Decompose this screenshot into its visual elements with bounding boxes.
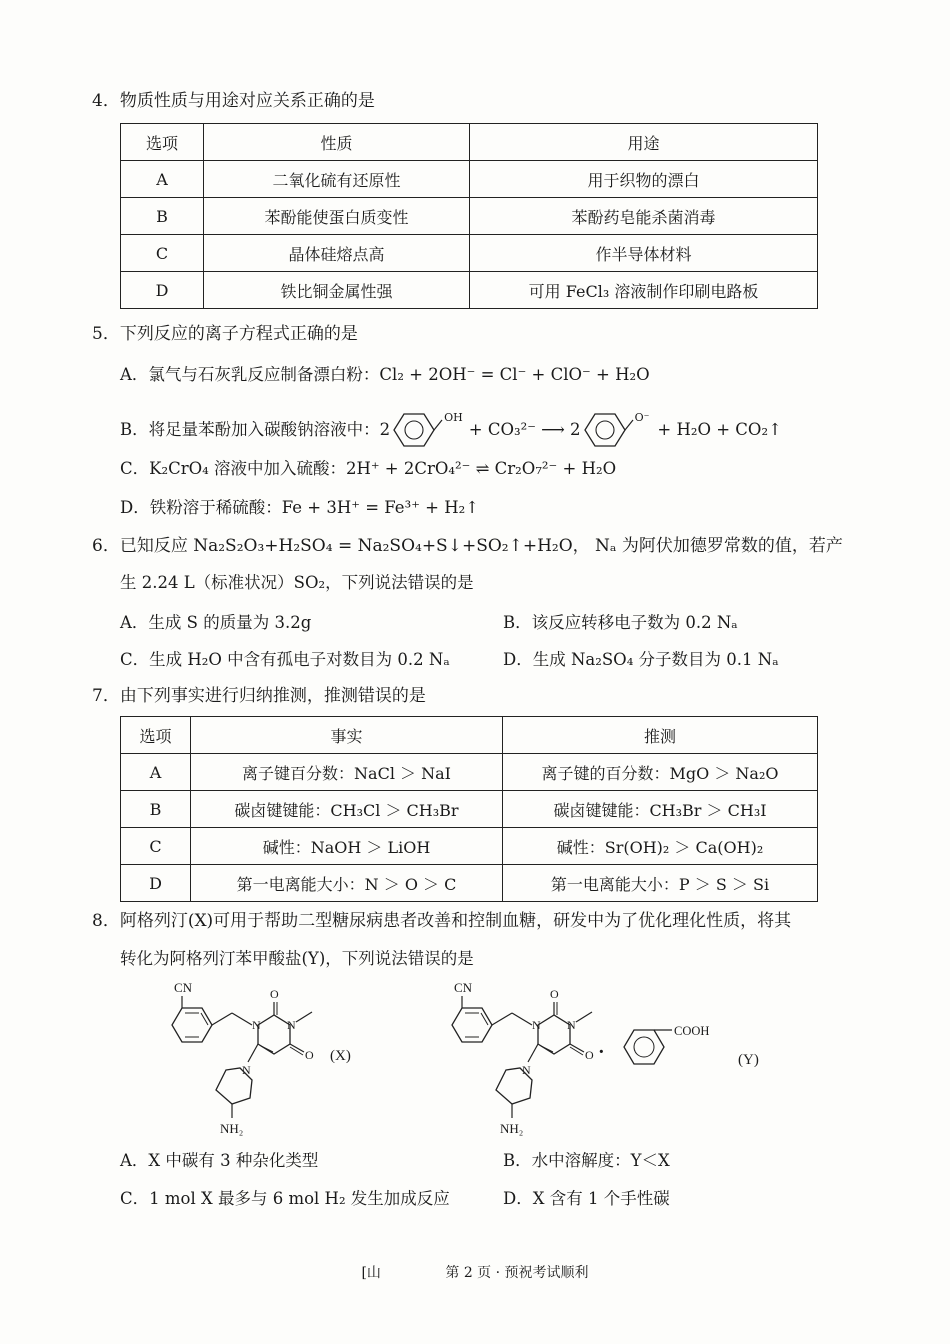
- table-cell: 碳卤键键能：CH₃Br ＞ CH₃I: [503, 791, 818, 828]
- table-cell: 碱性：NaOH ＞ LiOH: [191, 828, 503, 865]
- salt-dot: ·: [598, 1041, 605, 1063]
- table-cell: A: [121, 754, 191, 791]
- table-cell: D: [121, 865, 191, 902]
- cooh-label: COOH: [674, 1024, 710, 1038]
- table-cell: 作半导体材料: [470, 235, 818, 272]
- table-cell: 第一电离能大小：N ＞ O ＞ C: [191, 865, 503, 902]
- table-cell: 碱性：Sr(OH)₂ ＞ Ca(OH)₂: [503, 828, 818, 865]
- phenoxide-ring-icon: [581, 410, 635, 450]
- q6-option-c: C．生成 H₂O 中含有孤电子对数目为 0.2 Nₐ: [120, 650, 450, 669]
- nh2-label: NH₂: [220, 1121, 244, 1136]
- table-header-cell: 选项: [121, 124, 204, 161]
- table-header-cell: 选项: [121, 717, 191, 754]
- q6-option-b: B．该反应转移电子数为 0.2 Nₐ: [503, 613, 738, 632]
- table-header-cell: 事实: [191, 717, 503, 754]
- table-cell: B: [121, 791, 191, 828]
- q8-option-d: D．X 含有 1 个手性碳: [503, 1189, 670, 1208]
- table-header-cell: 推测: [503, 717, 818, 754]
- table-cell: 用于织物的漂白: [470, 161, 818, 198]
- q6-stem-line1: 6．已知反应 Na₂S₂O₃+H₂SO₄ = Na₂SO₄+S↓+SO₂↑+H₂O， Nₐ 为阿伏加德罗常数的值，若产: [92, 536, 843, 556]
- o-label: O: [585, 1048, 594, 1062]
- q8-option-c: C．1 mol X 最多与 6 mol H₂ 发生加成反应: [120, 1189, 450, 1208]
- q5-option-a: A．氯气与石灰乳反应制备漂白粉：Cl₂ + 2OH⁻ = Cl⁻ + ClO⁻ + H₂O: [120, 365, 650, 384]
- table-row: [121, 865, 818, 902]
- q8-option-b: B．水中溶解度：Y＜X: [503, 1151, 670, 1170]
- n-label: N: [567, 1018, 576, 1032]
- n-label: N: [522, 1063, 531, 1077]
- q6-stem-line2: 生 2.24 L（标准状况）SO₂，下列说法错误的是: [120, 573, 474, 592]
- table-cell: C: [121, 235, 204, 272]
- table-cell: 碳卤键键能：CH₃Cl ＞ CH₃Br: [191, 791, 503, 828]
- table-header-row: [121, 124, 818, 161]
- table-header-cell: 性质: [204, 124, 470, 161]
- table-cell: 苯酚能使蛋白质变性: [204, 198, 470, 235]
- table-row: [121, 235, 818, 272]
- table-cell: B: [121, 198, 204, 235]
- q5-option-c: C．K₂CrO₄ 溶液中加入硫酸：2H⁺ + 2CrO₄²⁻ ⇌ Cr₂O₇²⁻ + H₂O: [120, 459, 617, 478]
- table-row: [121, 272, 818, 309]
- table-cell: 第一电离能大小：P ＞ S ＞ Si: [503, 865, 818, 902]
- table-cell: 苯酚药皂能杀菌消毒: [470, 198, 818, 235]
- q6-option-a: A．生成 S 的质量为 3.2g: [120, 613, 312, 632]
- alogliptin-structure-x: [160, 978, 380, 1138]
- q5-stem: 5．下列反应的离子方程式正确的是: [92, 324, 358, 344]
- table-row: [121, 161, 818, 198]
- q4-table: [120, 123, 818, 309]
- page-footer: [0, 1262, 950, 1282]
- table-cell: 铁比铜金属性强: [204, 272, 470, 309]
- q5-option-b: [120, 410, 782, 450]
- table-cell: A: [121, 161, 204, 198]
- nh2-label: NH₂: [500, 1121, 524, 1136]
- table-cell: 晶体硅熔点高: [204, 235, 470, 272]
- q4-stem: 4．物质性质与用途对应关系正确的是: [92, 91, 375, 111]
- n-label: N: [532, 1018, 541, 1032]
- o-label: O: [270, 987, 279, 1001]
- table-cell: 离子键的百分数：MgO ＞ Na₂O: [503, 754, 818, 791]
- table-cell: C: [121, 828, 191, 865]
- alogliptin-benzoate-structure-y: [440, 978, 780, 1138]
- n-label: N: [252, 1018, 261, 1032]
- q8-stem-line2: 转化为阿格列汀苯甲酸盐(Y)，下列说法错误的是: [120, 949, 474, 968]
- q7-stem: 7．由下列事实进行归纳推测，推测错误的是: [92, 686, 426, 706]
- footer-left: [山: [361, 1265, 381, 1281]
- label-y: (Y): [738, 1052, 759, 1068]
- table-row: [121, 754, 818, 791]
- phenol-ring-icon: [390, 410, 444, 450]
- q5-option-b-end: + H₂O + CO₂↑: [657, 420, 782, 439]
- o-label: O: [305, 1048, 314, 1062]
- n-label: N: [242, 1063, 251, 1077]
- table-row: [121, 828, 818, 865]
- cn-label: CN: [174, 980, 193, 995]
- o-label: O: [550, 987, 559, 1001]
- q8-stem-line1: 8．阿格列汀(X)可用于帮助二型糖尿病患者改善和控制血糖，研发中为了优化理化性质，将其: [92, 911, 792, 931]
- q8-option-a: A．X 中碳有 3 种杂化类型: [120, 1151, 319, 1170]
- table-row: [121, 791, 818, 828]
- table-cell: 离子键百分数：NaCl ＞ NaI: [191, 754, 503, 791]
- q7-table: [120, 716, 818, 902]
- q5-option-b-mid: + CO₃²⁻ ⟶ 2: [468, 420, 581, 439]
- q5-ominus-label: O⁻: [634, 411, 650, 424]
- label-x: (X): [330, 1048, 351, 1064]
- table-cell: 二氧化硫有还原性: [204, 161, 470, 198]
- q5-option-b-label: B．将足量苯酚加入碳酸钠溶液中：2: [120, 420, 391, 439]
- table-header-cell: 用途: [470, 124, 818, 161]
- q5-oh-label: OH: [444, 411, 463, 424]
- q6-option-d: D．生成 Na₂SO₄ 分子数目为 0.1 Nₐ: [503, 650, 779, 669]
- table-cell: D: [121, 272, 204, 309]
- cn-label: CN: [454, 980, 473, 995]
- table-row: [121, 198, 818, 235]
- table-header-row: [121, 717, 818, 754]
- n-label: N: [287, 1018, 296, 1032]
- q5-option-d: D．铁粉溶于稀硫酸：Fe + 3H⁺ = Fe³⁺ + H₂↑: [120, 498, 480, 517]
- table-cell: 可用 FeCl₃ 溶液制作印刷电路板: [470, 272, 818, 309]
- footer-page-number: 第 2 页 · 预祝考试顺利: [445, 1265, 589, 1281]
